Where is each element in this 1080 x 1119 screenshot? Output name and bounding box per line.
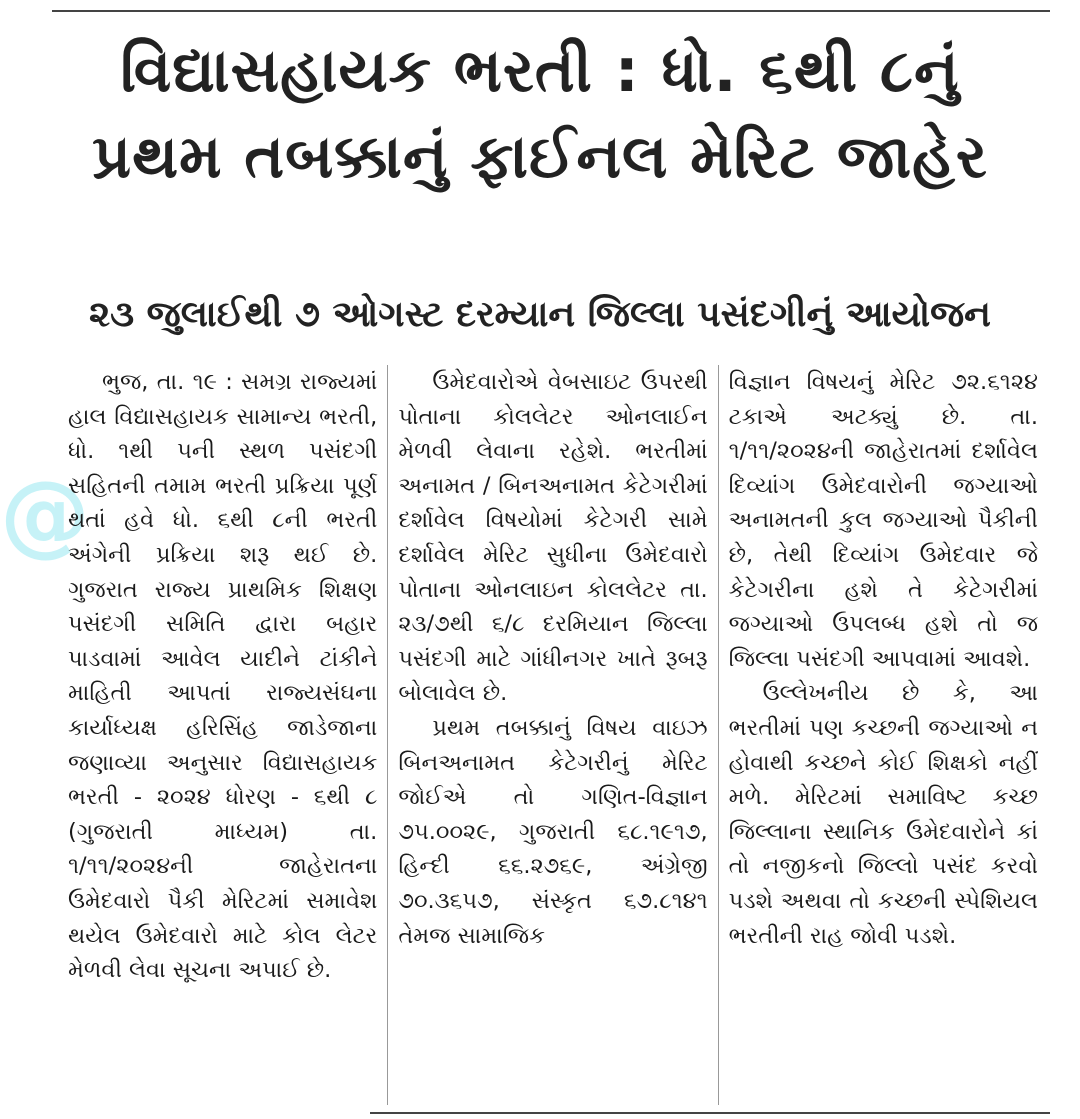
column-2-paragraph-1: ઉમેદવારોએ વેબસાઇટ ઉપરથી પોતાના કોલલેટર ઓનલાઈન મેળવી લેવાના રહેશે. ભરતીમાં અનામત / બિનઅનામત કેટેગરીમાં દર્શાવેલ વિષયોમાં કેટેગરી સામે દર્શાવેલ મેરિટ સુધીના ઉમેદવારો પોતાના ઓનલાઇન કોલલેટર તા. ૨૩/૭થી ૬/૮ દરમિયાન જિલ્લા પસંદગી માટે ગાંધીનગર ખાતે રૂબરૂ બોલાવેલ છે. (398, 369, 708, 707)
headline (30, 28, 1050, 200)
headline-line-1: વિદ્યાસહાયક ભરતી : ધો. ૬થી ૮નું (120, 36, 960, 106)
watermark-fragment: @ (0, 462, 90, 567)
article-column-3 (719, 365, 1048, 1105)
subheadline: ૨૩ જુલાઈથી ૭ ઓગસ્ટ દરમ્યાન જિલ્લા પસંદગીનું આયોજન (89, 294, 991, 335)
top-rule (52, 10, 1050, 12)
column-2-paragraph-2: પ્રથમ તબક્કાનું વિષય વાઇઝ બિનઅનામત કેટેગરીનું મેરિટ જોઈએ તો ગણિત-વિજ્ઞાન ૭૫.૦૦૨૯, ગુજરાતી ૬૮.૧૯૧૭, હિન્દી ૬૬.૨૭૬૯, અંગ્રેજી ૭૦.૩૬૫૭, સંસ્કૃત ૬૭.૮૧૪૧ તેમજ સામાજિક (398, 714, 708, 949)
article-column-1 (58, 365, 387, 1105)
column-3-paragraph-1: વિજ્ઞાન વિષયનું મેરિટ ૭૨.૬૧૨૪ ટકાએ અટક્યું છે. તા. ૧/૧૧/૨૦૨૪ની જાહેરાતમાં દર્શાવેલ દિવ્યાંગ ઉમેદવારોની જગ્યાઓ અનામતની કુલ જગ્યાઓ પૈકીની છે, તેથી દિવ્યાંગ ઉમેદવાર જે કેટેગરીના હશે તે કેટેગરીમાં જગ્યાઓ ઉપલબ્ધ હશે તો જ જિલ્લા પસંદગી આપવામાં આવશે. (728, 369, 1038, 672)
article-body (58, 365, 1048, 1105)
column-3-paragraph-2: ઉલ્લેખનીય છે કે, આ ભરતીમાં પણ કચ્છની જગ્યાઓ ન હોવાથી કચ્છને કોઈ શિક્ષકો નહીં મળે. મેરિટમાં સમાવિષ્ટ કચ્છ જિલ્લાના સ્થાનિક ઉમેદવારોને કાં તો નજીકનો જિલ્લો પસંદ કરવો પડશે અથવા તો કચ્છની સ્પેશિયલ ભરતીની રાહ જોવી પડશે. (728, 680, 1038, 949)
bottom-rule (370, 1112, 1050, 1114)
column-1-paragraph-1: ભુજ, તા. ૧૯ : સમગ્ર રાજ્યમાં હાલ વિદ્યાસહાયક સામાન્ય ભરતી, ધો. ૧થી ૫ની સ્થળ પસંદગી સહિતની તમામ ભરતી પ્રક્રિયા પૂર્ણ થતાં હવે ધો. ૬થી ૮ની ભરતી અંગેની પ્રક્રિયા શરૂ થઈ છે. ગુજરાત રાજ્ય પ્રાથમિક શિક્ષણ પસંદગી સમિતિ દ્વારા બહાર પાડવામાં આવેલ યાદીને ટાંકીને માહિતી આપતાં રાજ્યસંઘના કાર્યાધ્યક્ષ હરિસિંહ જાડેજાના જણાવ્યા અનુસાર વિદ્યાસહાયક ભરતી - ૨૦૨૪ ધોરણ - ૬થી ૮ (ગુજરાતી માધ્યમ) તા. ૧/૧૧/૨૦૨૪ની જાહેરાતના ઉમેદવારો પૈકી મેરિટમાં સમાવેશ થયેલ ઉમેદવારો માટે કોલ લેટર મેળવી લેવા સૂચના અપાઈ છે. (68, 369, 378, 984)
headline-line-2: પ્રથમ તબક્કાનું ફાઈનલ મેરિટ જાહેર (92, 122, 988, 192)
article-column-2 (388, 365, 717, 1105)
